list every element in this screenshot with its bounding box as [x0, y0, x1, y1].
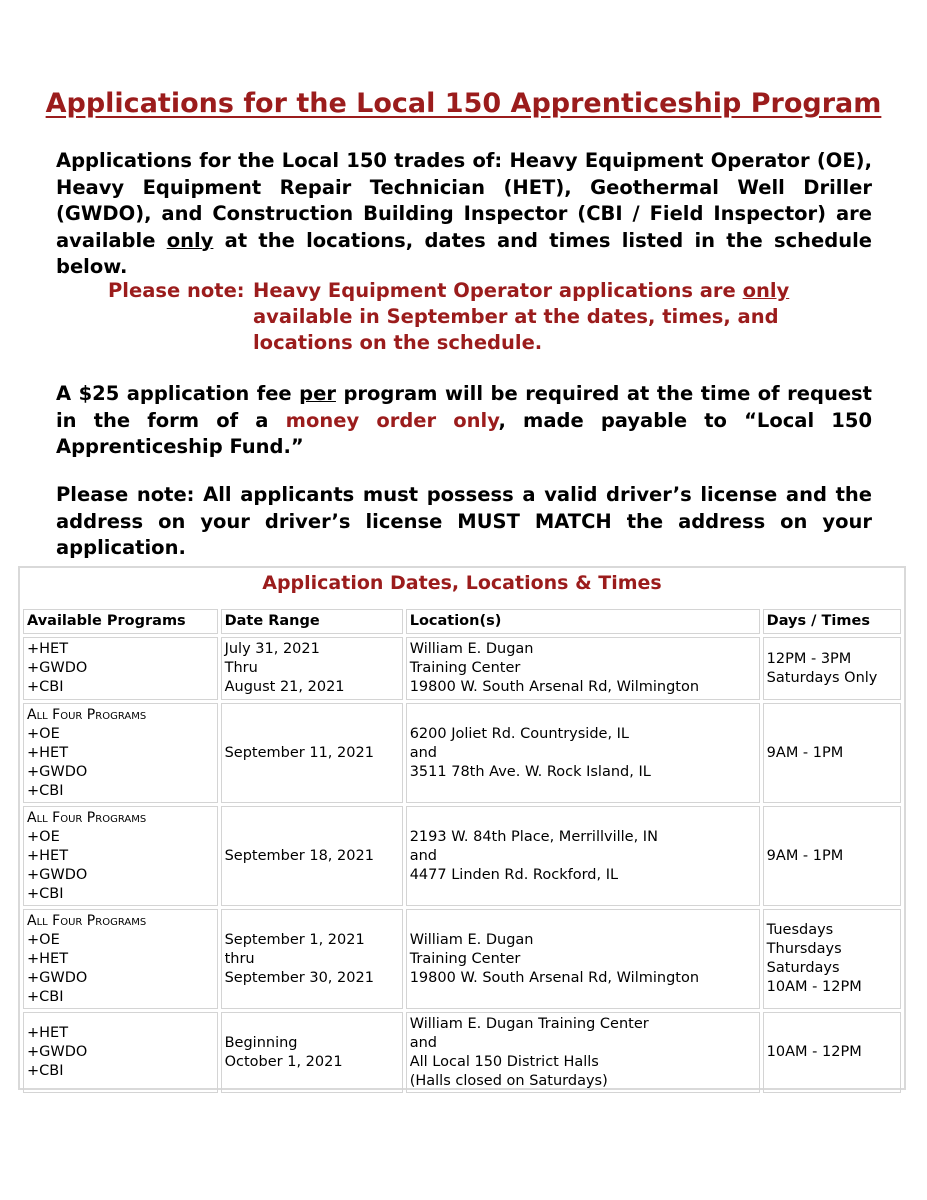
program-item: +GWDO	[27, 1044, 88, 1060]
time-line: 10AM - 12PM	[766, 979, 862, 995]
program-group-label: All Four Programs	[27, 809, 147, 826]
time-line: 9AM - 1PM	[766, 847, 844, 864]
operator-note-text-end: available in September at the dates, times, and locations on the schedule.	[253, 305, 779, 354]
program-item: +HET	[27, 1025, 69, 1041]
program-item: +CBI	[27, 782, 64, 799]
location-line: 6200 Joliet Rd. Countryside, IL	[409, 725, 630, 742]
program-item: +CBI	[27, 1063, 64, 1079]
time-line: Tuesdays	[766, 922, 834, 938]
date-line: August 21, 2021	[224, 679, 345, 695]
program-item: +GWDO	[27, 660, 88, 676]
fee-highlight: money order only	[285, 408, 499, 432]
header-locations: Location(s)	[406, 609, 760, 634]
location-cell	[406, 637, 760, 700]
location-line: William E. Dugan Training Center	[409, 1015, 649, 1032]
table-row	[23, 1012, 901, 1093]
program-group-label: All Four Programs	[27, 706, 147, 723]
time-line: Thursdays	[766, 941, 842, 957]
date-line: October 1, 2021	[224, 1053, 343, 1070]
date-cell	[221, 909, 403, 1009]
fee-emphasis: per	[299, 382, 336, 405]
date-cell	[221, 806, 403, 906]
date-line: September 30, 2021	[224, 969, 374, 986]
intro-emphasis: only	[166, 228, 214, 252]
programs-cell	[23, 806, 218, 906]
location-line: 19800 W. South Arsenal Rd, Wilmington	[409, 679, 700, 695]
time-line: Saturdays	[766, 960, 840, 976]
location-line: Training Center	[409, 660, 521, 676]
location-line: William E. Dugan	[409, 931, 534, 948]
location-cell	[406, 1012, 760, 1093]
schedule-table	[18, 566, 906, 1090]
fee-paragraph	[56, 381, 872, 461]
location-line: 4477 Linden Rd. Rockford, IL	[409, 866, 619, 883]
table-row	[23, 909, 901, 1009]
program-item: +CBI	[27, 885, 64, 902]
operator-note-body	[253, 278, 813, 356]
date-line: September 1, 2021	[224, 931, 365, 948]
schedule-grid	[20, 606, 904, 1096]
program-item: +HET	[27, 744, 69, 761]
date-line: September 18, 2021	[224, 847, 374, 864]
location-cell	[406, 703, 760, 803]
times-cell	[763, 806, 901, 906]
location-line: (Halls closed on Saturdays)	[409, 1072, 608, 1089]
location-line: All Local 150 District Halls	[409, 1053, 599, 1070]
time-line: 12PM - 3PM	[766, 650, 852, 667]
program-item: +CBI	[27, 679, 64, 695]
program-item: +HET	[27, 641, 69, 657]
program-item: +GWDO	[27, 763, 88, 780]
program-item: +GWDO	[27, 866, 88, 883]
intro-text: Applications for the Local 150 trades of: Heavy Equipment Operator (OE), Heavy Equipment Repair Technician (HET), Geothermal Well Driller (GWDO), and Construction Building Inspector (CBI / Field Inspector) are available	[56, 149, 872, 252]
programs-cell	[23, 1012, 218, 1093]
date-line: Beginning	[224, 1034, 298, 1051]
times-cell	[763, 703, 901, 803]
license-note: Please note: All applicants must possess a valid driver’s license and the address on your driver’s license MUST MATCH the address on your application.	[56, 483, 872, 559]
location-cell	[406, 806, 760, 906]
header-date-range: Date Range	[221, 609, 403, 634]
program-item: +OE	[27, 725, 60, 742]
location-line: 3511 78th Ave. W. Rock Island, IL	[409, 763, 651, 780]
header-row	[23, 609, 901, 634]
table-row	[23, 806, 901, 906]
time-line: 10AM - 12PM	[766, 1044, 862, 1060]
operator-note-emphasis: only	[742, 279, 790, 302]
date-line: Thru	[224, 660, 258, 676]
location-line: and	[409, 744, 437, 761]
intro-text-end: at the locations, dates and times listed in the schedule below.	[56, 228, 872, 278]
schedule-title: Application Dates, Locations & Times	[262, 572, 662, 594]
location-line: 2193 W. 84th Place, Merrillville, IN	[409, 828, 658, 845]
times-cell	[763, 1012, 901, 1093]
time-line: Saturdays Only	[766, 669, 878, 686]
operator-note-label: Please note:	[108, 279, 245, 302]
program-item: +GWDO	[27, 969, 88, 986]
programs-cell	[23, 909, 218, 1009]
date-line: thru	[224, 950, 255, 967]
location-line: and	[409, 1034, 437, 1051]
location-cell	[406, 909, 760, 1009]
header-days-times: Days / Times	[763, 609, 901, 634]
program-group-label: All Four Programs	[27, 912, 147, 929]
program-item: +HET	[27, 950, 69, 967]
location-line: 19800 W. South Arsenal Rd, Wilmington	[409, 969, 700, 986]
location-line: William E. Dugan	[409, 641, 534, 657]
times-cell	[763, 637, 901, 700]
location-line: and	[409, 847, 437, 864]
date-line: July 31, 2021	[224, 641, 320, 657]
date-cell	[221, 1012, 403, 1093]
date-cell	[221, 637, 403, 700]
programs-cell	[23, 703, 218, 803]
table-row	[23, 703, 901, 803]
fee-text-end: , made payable to “Local 150 Apprenticeship Fund.”	[56, 408, 873, 458]
program-item: +OE	[27, 931, 60, 948]
table-row	[23, 637, 901, 700]
fee-text-mid: program will be required at the time of request in the form of a	[56, 382, 872, 432]
date-line: September 11, 2021	[224, 744, 374, 761]
page-title: Applications for the Local 150 Apprenticeship Program	[45, 88, 882, 119]
date-cell	[221, 703, 403, 803]
programs-cell	[23, 637, 218, 700]
program-item: +CBI	[27, 988, 64, 1005]
operator-note-text: Heavy Equipment Operator applications are	[253, 279, 743, 302]
intro-paragraph	[56, 148, 872, 281]
program-item: +HET	[27, 847, 69, 864]
header-programs: Available Programs	[23, 609, 218, 634]
fee-text: A $25 application fee	[56, 382, 300, 405]
location-line: Training Center	[409, 950, 521, 967]
time-line: 9AM - 1PM	[766, 744, 844, 761]
times-cell	[763, 909, 901, 1009]
program-item: +OE	[27, 828, 60, 845]
